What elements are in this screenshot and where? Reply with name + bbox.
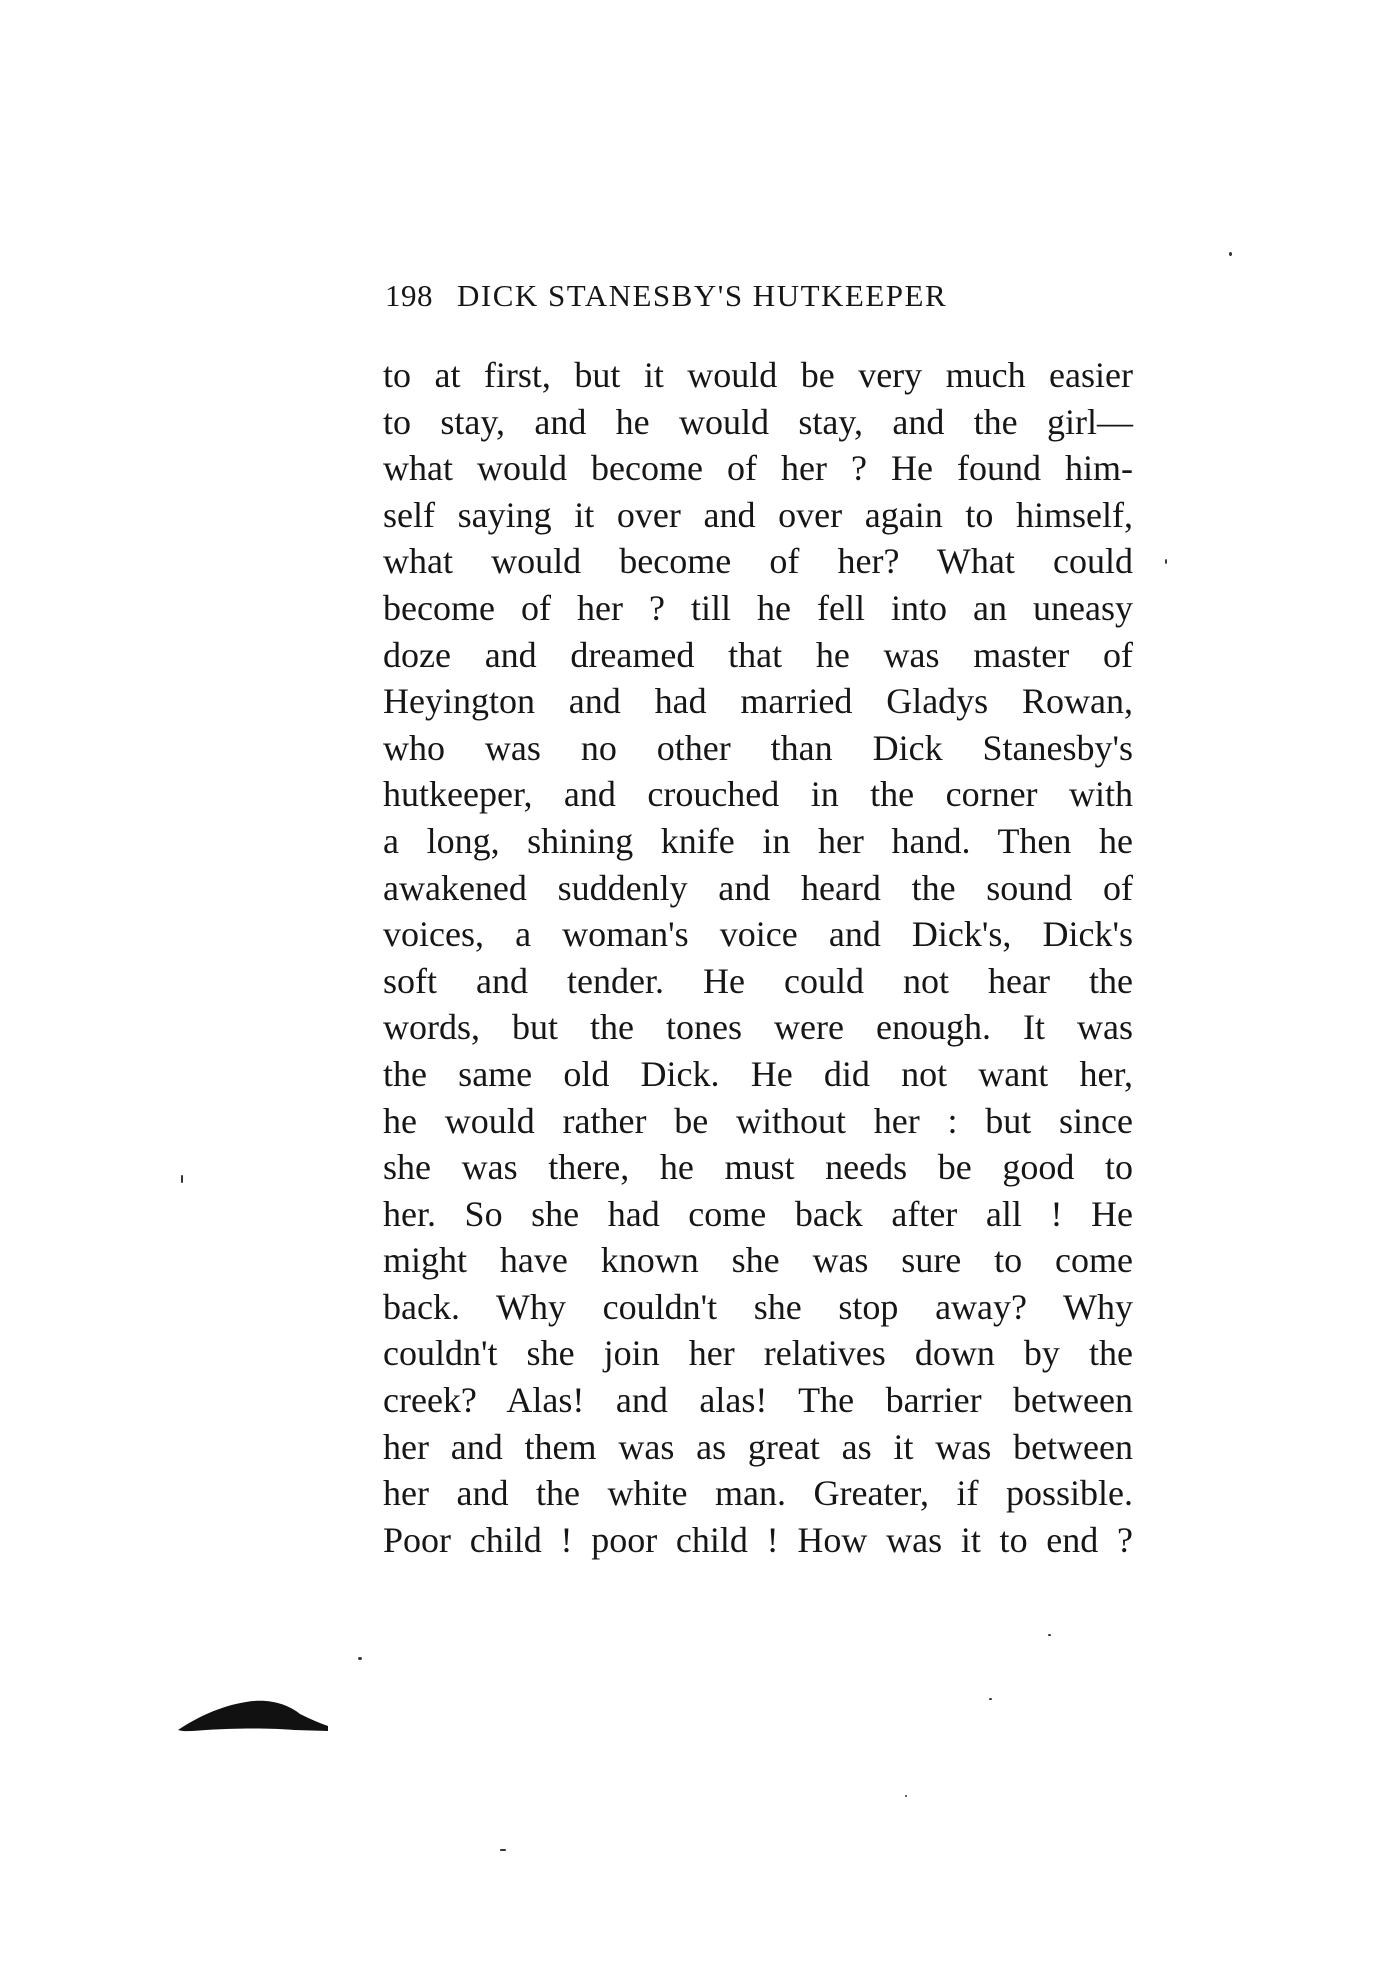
scan-speck — [1048, 1634, 1051, 1636]
text-line: become of her ? till he fell into an uneasy — [383, 587, 1133, 628]
scan-speck — [905, 1795, 907, 1797]
scan-speck — [1229, 252, 1232, 256]
running-head — [385, 278, 1145, 318]
text-line: she was there, he must needs be good to — [383, 1147, 1133, 1188]
body-text — [383, 352, 1133, 1563]
text-line: her and them was as great as it was between — [383, 1426, 1133, 1467]
text-line: what would become of her? What could — [383, 541, 1133, 582]
text-line: who was no other than Dick Stanesby's — [383, 727, 1133, 768]
text-line: the same old Dick. He did not want her, — [383, 1053, 1133, 1094]
text-line: Poor child ! poor child ! How was it to end ? — [383, 1519, 1133, 1560]
scan-speck — [358, 1657, 362, 1660]
text-line: her and the white man. Greater, if possible. — [383, 1473, 1133, 1514]
text-line: creek? Alas! and alas! The barrier between — [383, 1380, 1133, 1421]
text-line: doze and dreamed that he was master of — [383, 634, 1133, 675]
page-number: 198 — [385, 278, 433, 313]
text-line: a long, shining knife in her hand. Then he — [383, 820, 1133, 861]
scan-speck — [1165, 559, 1167, 564]
text-line: back. Why couldn't she stop away? Why — [383, 1286, 1133, 1327]
text-line: awakened suddenly and heard the sound of — [383, 867, 1133, 908]
text-line: soft and tender. He could not hear the — [383, 960, 1133, 1001]
scan-speck — [500, 1849, 506, 1851]
text-line: words, but the tones were enough. It was — [383, 1007, 1133, 1048]
text-line: what would become of her ? He found him- — [383, 448, 1133, 489]
text-line: self saying it over and over again to himself, — [383, 494, 1133, 535]
text-line: voices, a woman's voice and Dick's, Dick's — [383, 914, 1133, 955]
text-line: to stay, and he would stay, and the girl— — [383, 401, 1133, 442]
ink-blot — [176, 1684, 336, 1734]
text-line: might have known she was sure to come — [383, 1240, 1133, 1281]
text-line: he would rather be without her : but since — [383, 1100, 1133, 1141]
text-line: couldn't she join her relatives down by the — [383, 1333, 1133, 1374]
scan-speck — [181, 1175, 183, 1183]
text-line: Heyington and had married Gladys Rowan, — [383, 681, 1133, 722]
scan-speck — [989, 1698, 992, 1700]
text-line: hutkeeper, and crouched in the corner with — [383, 774, 1133, 815]
text-line: her. So she had come back after all ! He — [383, 1193, 1133, 1234]
running-title: DICK STANESBY'S HUTKEEPER — [457, 278, 948, 313]
text-line: to at first, but it would be very much easier — [383, 355, 1133, 395]
